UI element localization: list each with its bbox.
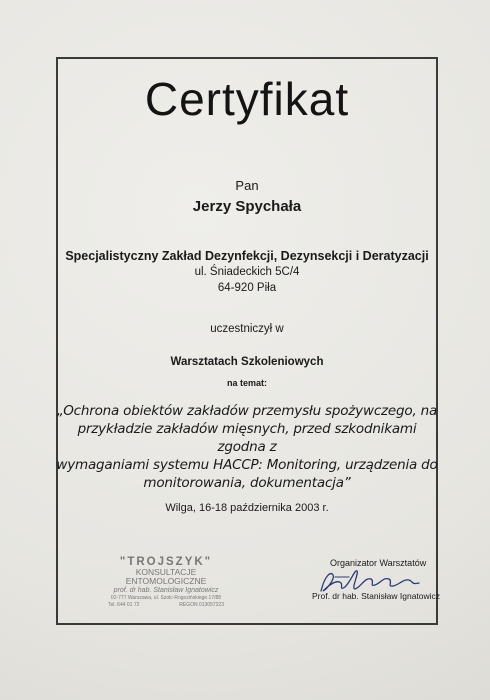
topic-line: wymaganiami systemu HACCP: Monitoring, urządzenia do [56,457,438,473]
stamp-subtitle: KONSULTACJE ENTOMOLOGICZNE [125,567,207,586]
topic-line: „Ochrona obiektów zakładów przemysłu spożywczego, na [56,403,438,419]
topic-text [56,402,438,492]
stamp-professor: prof. dr hab. Stanisław Ignatowicz [113,587,219,594]
company-address-city: 64-920 Piła [217,282,277,294]
recipient-name: Jerzy Spychała [192,198,302,215]
company-name: Specjalistyczny Zakład Dezynfekcji, Dezynsekcji i Deratyzacji [65,249,429,263]
salutation: Pan [235,178,259,193]
participation-text: uczestniczył w [210,323,284,335]
organizer-name: Prof. dr hab. Stanisław Ignatowicz [312,591,441,601]
stamp-phone: Tel. 644 01 72 [108,602,140,608]
date-place: Wilga, 16-18 października 2003 r. [165,502,329,514]
organizer-label: Organizator Warsztatów [330,558,427,568]
stamp-address: 02-777 Warszawa, ul. Szolc-Rogozińskiego 17/88 [110,595,222,601]
company-address-street: ul. Śniadeckich 5C/4 [194,266,300,278]
topic-line: monitorowania, dokumentacja” [143,475,351,491]
certificate-title: Certyfikat [144,73,350,125]
topic-label: na temat: [226,378,267,388]
stamp-details [96,602,236,609]
stamp-regon: REGON 013057323 [179,602,224,608]
topic-line: przykładzie zakładów mięsnych, przed szkodnikami zgodna z [77,421,417,455]
event-name: Warsztatach Szkoleniowych [170,356,324,368]
stamp-name: "TROJSZYK" [119,556,213,568]
company-stamp [96,556,236,609]
certificate-border [56,57,441,625]
